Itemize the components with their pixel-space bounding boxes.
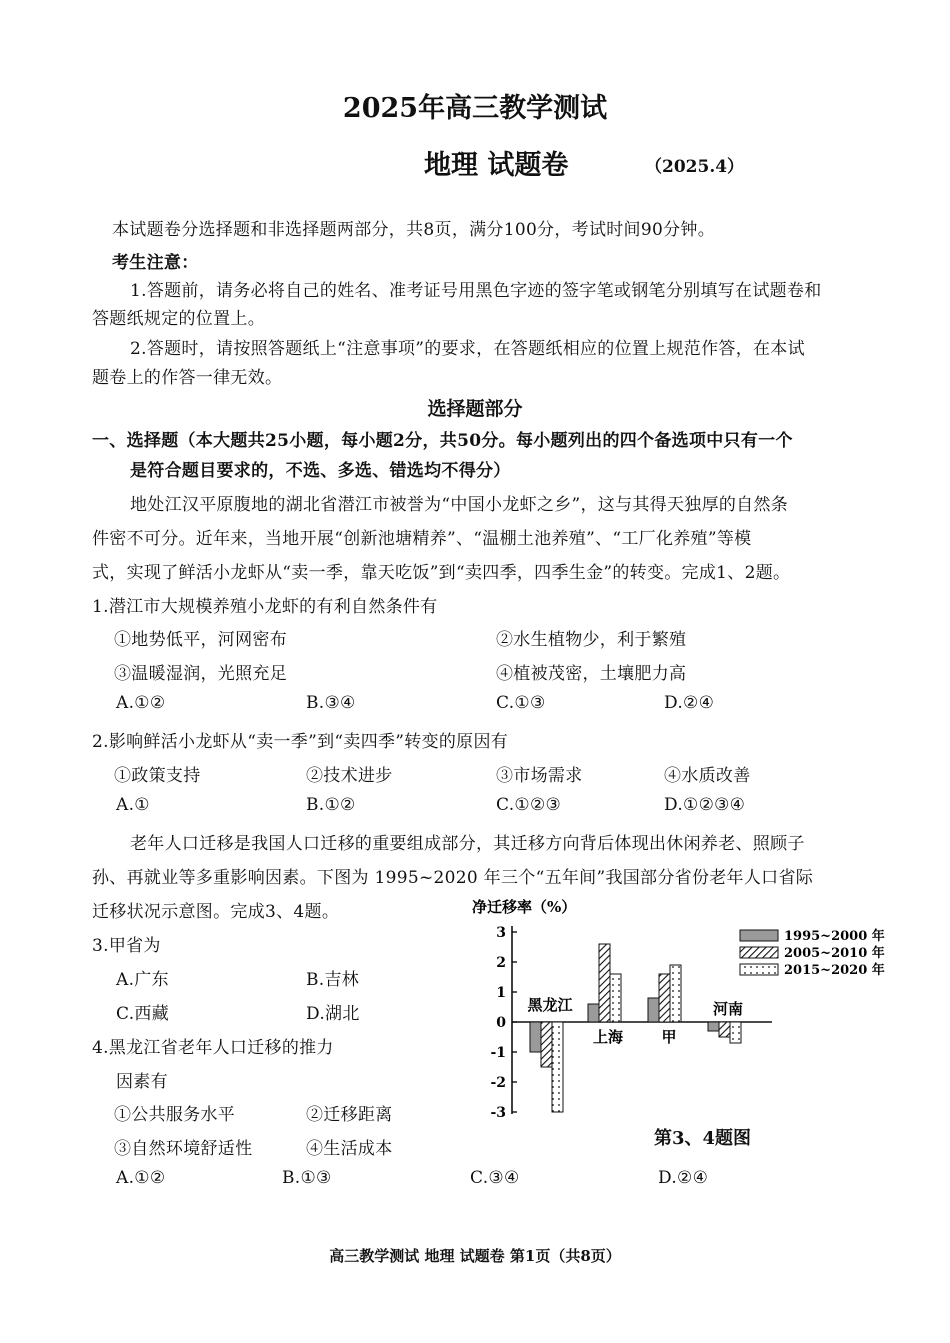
exam-title: 2025年高三教学测试 [342, 93, 608, 124]
notice-item2-line1: 2.答题时，请按照答题纸上“注意事项”的要求，在答题纸相应的位置上规范作答，在本试 [130, 339, 805, 359]
q4-choice-b[interactable]: B.①③ [282, 1168, 332, 1188]
passage1-line1: 地处江汉平原腹地的湖北省潜江市被誉为“中国小龙虾之乡”，这与其得天独厚的自然条 [130, 495, 789, 515]
part1-heading-line1: 一、选择题（本大题共25小题，每小题2分，共50分。每小题列出的四个备选项中只有一个 [92, 431, 793, 451]
legend-label: 2015~2020 年 [784, 963, 885, 978]
q2-choice-d[interactable]: D.①②③④ [664, 795, 746, 815]
legend-swatch [740, 947, 778, 958]
y-tick-label: -3 [490, 1105, 506, 1121]
q3-choice-b[interactable]: B.吉林 [306, 970, 360, 990]
category-label: 黑龙江 [527, 996, 573, 1014]
bar [659, 974, 670, 1022]
q1-stem: 1.潜江市大规模养殖小龙虾的有利自然条件有 [92, 597, 438, 617]
q1-option4: ④植被茂密，土壤肥力高 [496, 664, 687, 684]
bar [588, 1004, 599, 1022]
bar [599, 944, 610, 1022]
bar [708, 1022, 719, 1031]
y-tick-label: -2 [490, 1075, 506, 1091]
q3-choice-a[interactable]: A.广东 [116, 970, 169, 990]
passage1-line3: 式，实现了鲜活小龙虾从“卖一季，靠天吃饭”到“卖四季，四季生金”的转变。完成1、2题。 [92, 563, 791, 583]
q1-choice-b[interactable]: B.③④ [306, 693, 356, 713]
bar [730, 1022, 741, 1043]
q2-option2: ②技术进步 [306, 766, 393, 786]
q1-choice-d[interactable]: D.②④ [664, 693, 715, 713]
category-label: 甲 [661, 1028, 677, 1046]
q3-choice-d[interactable]: D.湖北 [306, 1004, 360, 1024]
q4-option1: ①公共服务水平 [114, 1105, 236, 1125]
q2-choice-b[interactable]: B.①② [306, 795, 356, 815]
q4-choice-c[interactable]: C.③④ [470, 1168, 520, 1188]
passage2-line1: 老年人口迁移是我国人口迁移的重要组成部分，其迁移方向背后体现出休闲养老、照顾子 [130, 834, 805, 854]
category-label: 上海 [592, 1028, 624, 1046]
legend-swatch [740, 930, 778, 941]
notice-item1-line2: 答题纸规定的位置上。 [92, 309, 265, 329]
bar [719, 1022, 730, 1037]
q4-option4: ④生活成本 [306, 1139, 393, 1159]
passage1-line2: 件密不可分。近年来，当地开展“创新池塘精养”、“温棚土池养殖”、“工厂化养殖”等模 [92, 529, 752, 549]
q4-stem-line2: 因素有 [116, 1072, 168, 1092]
q2-option4: ④水质改善 [664, 766, 751, 786]
exam-subtitle: 地理 试题卷 [424, 150, 569, 181]
bar [530, 1022, 541, 1052]
figure-caption: 第3、4题图 [654, 1128, 752, 1149]
q4-choice-d[interactable]: D.②④ [658, 1168, 709, 1188]
q3-stem: 3.甲省为 [92, 936, 161, 956]
bar [552, 1022, 563, 1112]
y-tick-label: -1 [490, 1045, 506, 1061]
notice-heading: 考生注意： [112, 253, 199, 273]
q2-choice-a[interactable]: A.① [116, 795, 150, 815]
bar [541, 1022, 552, 1067]
legend-label: 1995~2000 年 [784, 929, 885, 944]
q4-option2: ②迁移距离 [306, 1105, 393, 1125]
passage2-line2: 孙、再就业等多重影响因素。下图为 1995~2020 年三个“五年间”我国部分省份老年人口省际 [92, 868, 814, 888]
q4-option3: ③自然环境舒适性 [114, 1139, 253, 1159]
exam-date: （2025.4） [645, 157, 745, 177]
bar [610, 974, 621, 1022]
q2-option3: ③市场需求 [496, 766, 583, 786]
q1-option2: ②水生植物少，利于繁殖 [496, 630, 687, 650]
q1-option1: ①地势低平，河网密布 [114, 630, 287, 650]
migration-chart [460, 892, 900, 1132]
q1-choice-c[interactable]: C.①③ [496, 693, 546, 713]
notice-item2-line2: 题卷上的作答一律无效。 [92, 368, 283, 388]
intro-text: 本试题卷分选择题和非选择题两部分，共8页，满分100分，考试时间90分钟。 [112, 220, 715, 240]
bar [648, 998, 659, 1022]
q1-option3: ③温暖湿润，光照充足 [114, 664, 287, 684]
section-title: 选择题部分 [427, 398, 523, 420]
category-label: 河南 [712, 1000, 744, 1018]
legend-label: 2005~2010 年 [784, 946, 885, 961]
q2-stem: 2.影响鲜活小龙虾从“卖一季”到“卖四季”转变的原因有 [92, 732, 509, 752]
q2-choice-c[interactable]: C.①②③ [496, 795, 562, 815]
part1-heading-line2: 是符合题目要求的，不选、多选、错选均不得分） [130, 461, 511, 481]
page-footer: 高三教学测试 地理 试题卷 第1页（共8页） [329, 1247, 621, 1265]
chart-ylabel: 净迁移率（%） [472, 898, 577, 916]
y-tick-label: 0 [496, 1015, 506, 1031]
bar [670, 965, 681, 1022]
q4-choice-a[interactable]: A.①② [116, 1168, 166, 1188]
q1-choice-a[interactable]: A.①② [116, 693, 166, 713]
y-tick-label: 1 [496, 985, 506, 1001]
passage2-line3: 迁移状况示意图。完成3、4题。 [92, 902, 340, 922]
notice-item1-line1: 1.答题前，请务必将自己的姓名、准考证号用黑色字迹的签字笔或钢笔分别填写在试题卷和 [130, 281, 822, 301]
q3-choice-c[interactable]: C.西藏 [116, 1004, 170, 1024]
q2-option1: ①政策支持 [114, 766, 201, 786]
y-tick-label: 2 [496, 955, 506, 971]
q4-stem-line1: 4.黑龙江省老年人口迁移的推力 [92, 1038, 334, 1058]
legend-swatch [740, 964, 778, 975]
y-tick-label: 3 [496, 925, 506, 941]
